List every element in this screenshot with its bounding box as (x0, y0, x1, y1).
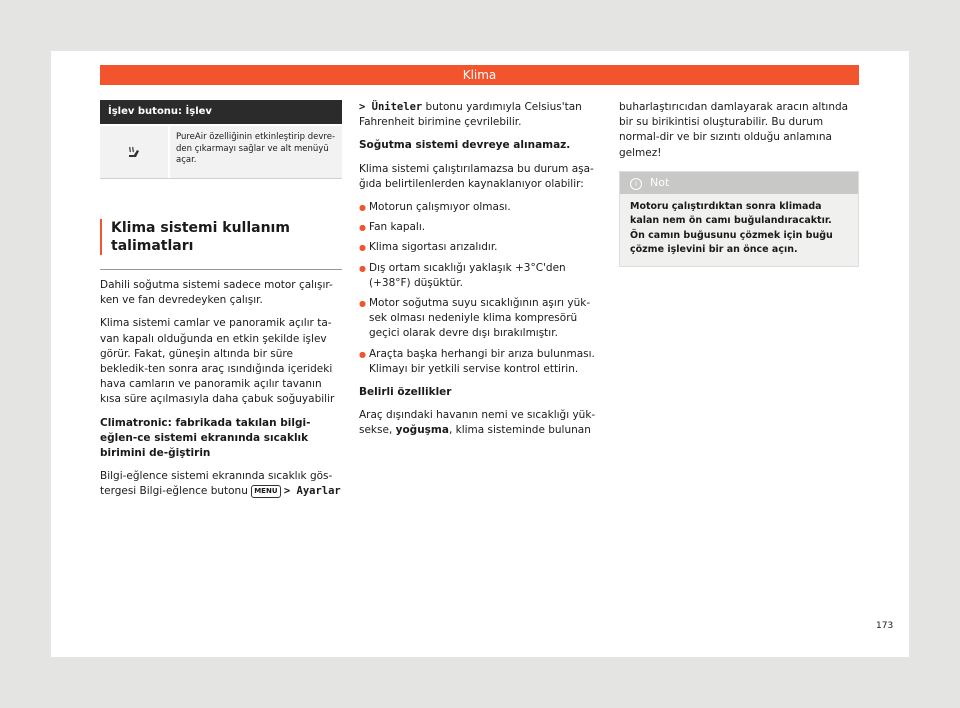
menu-path: > Üniteler (359, 101, 423, 113)
table-row (100, 126, 342, 179)
menu-button-icon: MENU (251, 485, 280, 498)
paragraph: Klima sistemi camlar ve panoramik açılır ta-van kapalı olduğunda en etkin şekilde işlev görür. Fakat, güneşin altında bir süre bekledik-ten sonra araç ısındığında içerideki hava camların ve panoramik açılır tavanın kısa süre açılmasıyla daha çabuk soğuyabilir (100, 317, 335, 406)
subheading: Climatronic: fabrikada takılan bilgi-eğlen-ce sistemi ekranında sıcaklık birimini de-ğiştirin (100, 416, 311, 460)
bullet-list (359, 200, 601, 377)
paragraph: Dahili soğutma sistemi sadece motor çalışır-ken ve fan devredeyken çalışır. (100, 279, 333, 307)
column-2 (359, 100, 601, 447)
page-number: 173 (876, 621, 894, 631)
paragraph (359, 408, 601, 438)
paragraph-text: , klima sisteminde bulunan (448, 424, 591, 437)
note-box (619, 171, 859, 267)
list-item: ● Fan kapalı. (359, 220, 601, 235)
section-divider (100, 261, 342, 270)
emphasis: yoğuşma (395, 424, 449, 437)
subheading: Belirli özellikler (359, 386, 452, 399)
list-item: ● Motorun çalışmıyor olması. (359, 200, 601, 215)
menu-path: > Ayarlar (283, 485, 341, 498)
paragraph-text: Araç dışındaki havanın nemi ve sıcaklığı yük-sekse, (359, 409, 596, 437)
subheading: Soğutma sistemi devreye alınamaz. (359, 139, 571, 152)
paragraph: Klima sistemi çalıştırılamazsa bu durum aşa-ğıda belirtilenlerden kaynaklanıyor olabilir: (359, 162, 594, 190)
list-item: ● Klima sigortası arızalıdır. (359, 240, 601, 255)
paragraph (100, 469, 342, 499)
pureair-icon (100, 126, 168, 178)
table-header: İşlev butonu: İşlev (100, 100, 342, 124)
section-title: Klima sistemi kullanım talimatları (100, 219, 342, 255)
table-row-description: PureAir özelliğinin etkinleştirip devre-den çıkarmayı sağlar ve alt menüyü açar. (170, 126, 342, 178)
list-item: ● Motor soğutma suyu sıcaklığının aşırı yük-sek olması nedeniyle klima kompresörü geçici olarak devre dışı bırakılmıştır. (359, 296, 601, 342)
paragraph-text: Bilgi-eğlence sistemi ekranında sıcaklık gös-tergesi Bilgi-eğlence butonu (100, 470, 333, 498)
list-item: ● Araçta başka herhangi bir arıza bulunması. Klimayı bir yetkili servise kontrol ettirin. (359, 347, 601, 377)
page-header: Klima (100, 65, 859, 85)
note-title: Not (650, 175, 670, 189)
list-item: ● Dış ortam sıcaklığı yaklaşık +3°C'den (+38°F) düşüktür. (359, 261, 601, 291)
paragraph: buharlaştırıcıdan damlayarak aracın altında bir su birikintisi oluşturabilir. Bu durum normal-dir ve bir sızıntı olduğu anlamına gelmez! (619, 101, 849, 159)
paragraph-text: butonu yardımıyla Celsius'tan Fahrenheit birimine çevrilebilir. (359, 101, 582, 129)
info-icon: i (630, 178, 642, 190)
column-3 (619, 100, 859, 267)
note-body: Motoru çalıştırdıktan sonra klimada kalan nem ön camı buğulandıracaktır. Ön camın buğusunu çözmek için buğu çözme işlevini bir an önce açın. (630, 200, 833, 256)
paragraph (359, 100, 601, 130)
note-header (620, 172, 858, 194)
column-1 (100, 100, 342, 508)
